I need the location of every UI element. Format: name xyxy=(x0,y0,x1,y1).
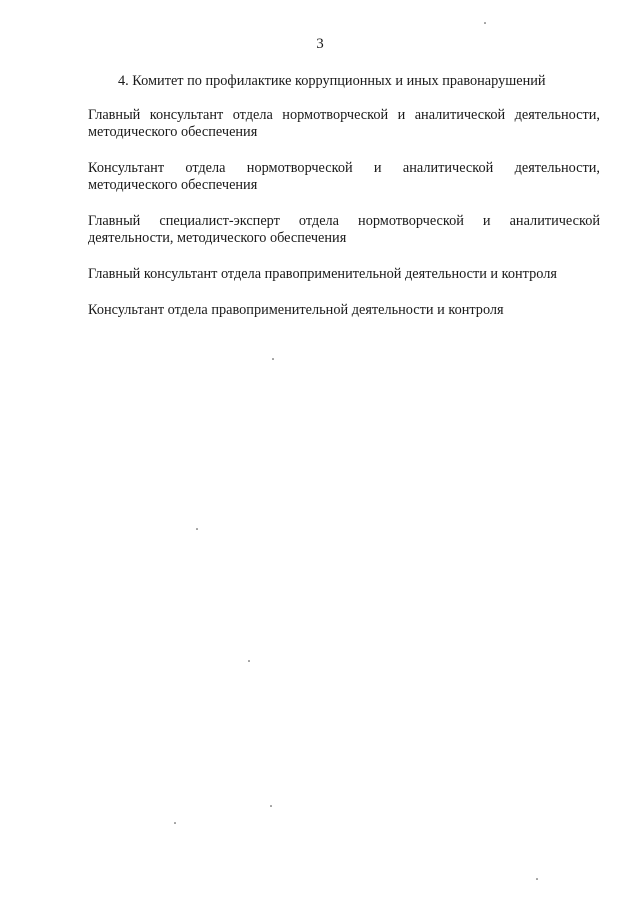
position-list xyxy=(88,107,600,338)
scan-speck xyxy=(196,528,198,530)
page-number: 3 xyxy=(316,36,324,52)
position-item: Главный специалист-эксперт отдела нормотворческой и аналитической деятельности, методического обеспечения xyxy=(88,213,600,246)
scan-speck xyxy=(272,358,274,360)
scan-speck xyxy=(248,660,250,662)
scan-speck xyxy=(484,22,486,24)
scan-speck xyxy=(536,878,538,880)
position-item: Главный консультант отдела правоприменительной деятельности и контроля xyxy=(88,266,557,282)
position-item: Главный консультант отдела нормотворческой и аналитической деятельности, методического обеспечения xyxy=(88,107,600,140)
scan-speck xyxy=(270,805,272,807)
scan-speck xyxy=(174,822,176,824)
section-heading: 4. Комитет по профилактике коррупционных и иных правонарушений xyxy=(118,73,546,89)
position-item: Консультант отдела нормотворческой и аналитической деятельности, методического обеспечения xyxy=(88,160,600,193)
position-item: Консультант отдела правоприменительной деятельности и контроля xyxy=(88,302,504,318)
